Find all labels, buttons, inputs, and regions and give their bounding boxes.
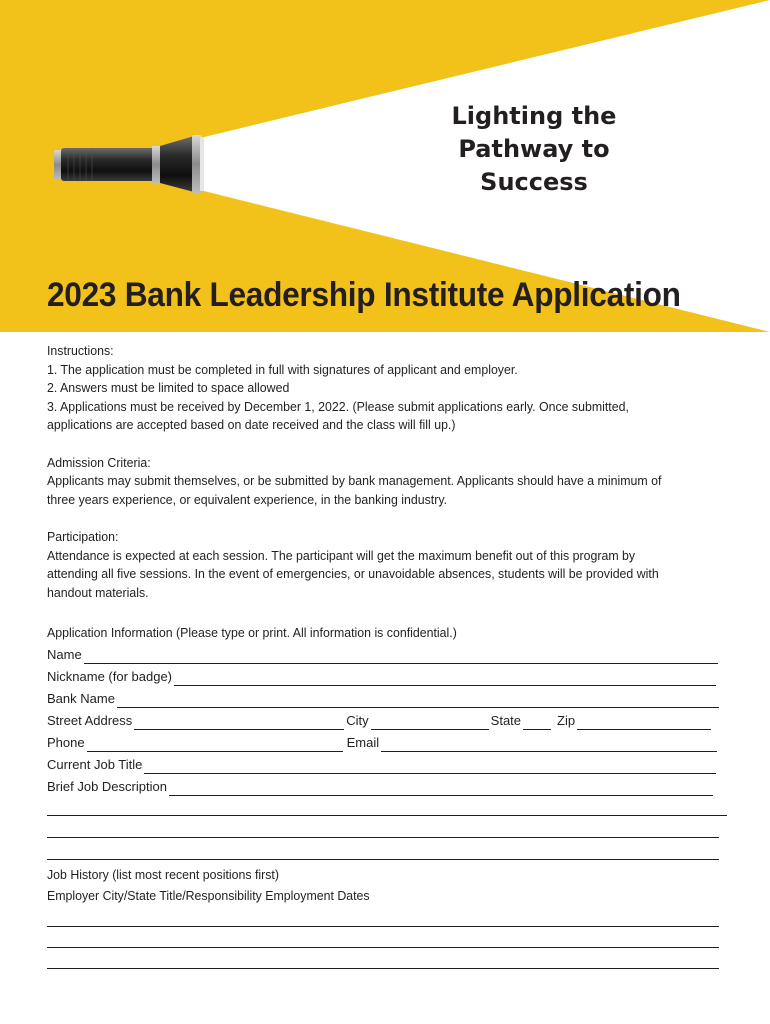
name-row [47, 646, 720, 664]
phone-label: Phone [47, 735, 85, 750]
brief-job-description-field[interactable] [169, 782, 713, 796]
brief-job-description-label: Brief Job Description [47, 779, 167, 794]
email-label: Email [346, 735, 380, 750]
instruction-item-1: 1. The application must be completed in full with signatures of applicant and employer. [47, 361, 518, 377]
admission-text-1: Applicants may submit themselves, or be submitted by bank management. Applicants should have a minimum of [47, 473, 662, 488]
participation-text-3: handout materials. [47, 584, 149, 600]
address-row [47, 712, 713, 730]
participation-text-2: attending all five sessions. In the event of emergencies, or unavoidable absences, students will be provided with [47, 566, 659, 581]
job-history-line-1[interactable] [47, 926, 719, 927]
zip-field[interactable] [577, 716, 711, 730]
state-label: State [490, 713, 522, 728]
name-field[interactable] [84, 650, 718, 664]
nickname-field[interactable] [174, 672, 716, 686]
current-job-title-row [47, 756, 718, 774]
bank-name-row [47, 690, 721, 708]
instructions-heading: Instructions: [47, 343, 114, 358]
flashlight-icon [54, 134, 214, 194]
body-text [47, 342, 737, 602]
phone-field[interactable] [87, 738, 343, 752]
bank-name-label: Bank Name [47, 691, 115, 706]
form-heading: Application Information (Please type or print. All information is confidential.) [47, 625, 457, 640]
zip-label: Zip [557, 713, 576, 728]
description-line-2[interactable] [47, 815, 727, 816]
instruction-item-2: 2. Answers must be limited to space allowed [47, 380, 290, 395]
state-field[interactable] [523, 716, 551, 730]
participation-heading: Participation: [47, 529, 119, 544]
admission-heading: Admission Criteria: [47, 454, 151, 470]
participation-text-1: Attendance is expected at each session. The participant will get the maximum benefit out of this program by [47, 547, 636, 563]
current-job-title-label: Current Job Title [47, 757, 143, 772]
participation-section [47, 528, 737, 602]
name-label: Name [47, 647, 82, 662]
tagline-line-3: Success [480, 168, 588, 196]
email-field[interactable] [381, 738, 717, 752]
tagline [420, 100, 648, 199]
street-address-field[interactable] [134, 716, 344, 730]
nickname-row [47, 668, 718, 686]
job-history-line-3[interactable] [47, 968, 719, 969]
job-history-heading: Job History (list most recent positions first) [47, 867, 279, 882]
phone-row [47, 734, 719, 752]
tagline-line-1: Lighting the [451, 102, 617, 130]
nickname-label: Nickname (for badge) [47, 669, 172, 684]
street-address-label: Street Address [47, 713, 133, 728]
job-history-line-2[interactable] [47, 947, 719, 948]
header-banner [0, 0, 770, 332]
description-line-4[interactable] [47, 859, 719, 860]
bank-name-field[interactable] [117, 694, 719, 708]
job-history-columns: Employer City/State Title/Responsibility Employment Dates [47, 888, 370, 903]
tagline-line-2: Pathway to [458, 135, 610, 163]
brief-job-description-row [47, 778, 715, 796]
admission-text-2: three years experience, or equivalent experience, in the banking industry. [47, 491, 448, 507]
instruction-item-3-cont: applications are accepted based on date received and the class will fill up.) [47, 417, 456, 432]
admission-section [47, 454, 737, 510]
current-job-title-field[interactable] [144, 760, 716, 774]
description-line-3[interactable] [47, 837, 719, 838]
page-title: 2023 Bank Leadership Institute Application [47, 276, 681, 314]
city-label: City [346, 713, 369, 728]
city-field[interactable] [371, 716, 489, 730]
instructions-section [47, 342, 737, 435]
instruction-item-3: 3. Applications must be received by December 1, 2022. (Please submit applications early. Once submitted, [47, 398, 629, 414]
